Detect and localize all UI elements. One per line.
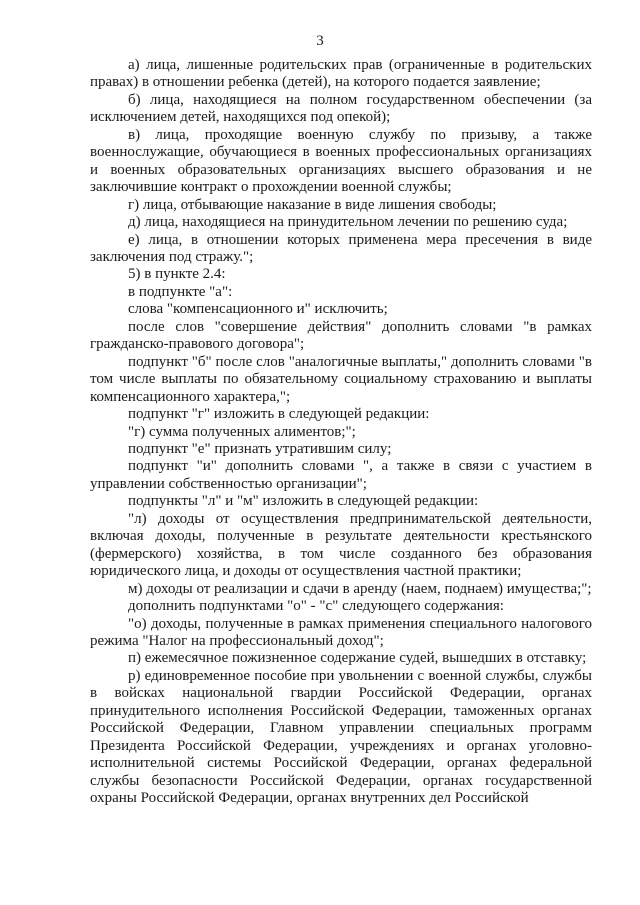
- paragraph-v-military-service: в) лица, проходящие военную службу по призыву, а также военнослужащие, обучающиеся в военных профессиональных организациях и военных образовательных организациях высшего образования и не заключившие контракт о прохождении военной службы;: [90, 126, 592, 196]
- paragraph-g-imprisonment: г) лица, отбывающие наказание в виде лишения свободы;: [128, 196, 497, 213]
- paragraph-add-civil-contract: после слов "совершение действия" дополнить словами "в рамках гражданско-правового договора";: [90, 318, 592, 353]
- paragraph-subitem-r: р) единовременное пособие при увольнении с военной службы, службы в войсках национальной гвардии Российской Федерации, органах принудительного исполнения Российской Федерации, таможенных органах Российской Федерации, Главном управлении специальных программ Президента Российской Федерации, учреждениях и органах уголовно-исполнительной системы Российской Федерации, органах федеральной службы безопасности Российской Федерации, органах государственной охраны Российской Федерации, органах внутренних дел Российской: [90, 667, 592, 807]
- paragraph-subitem-g-intro: подпункт "г" изложить в следующей редакции:: [128, 406, 430, 423]
- paragraph-add-subitems-intro: дополнить подпунктами "о" - "с" следующего содержания:: [128, 598, 504, 615]
- paragraph-d-compulsory-treatment: д) лица, находящиеся на принудительном лечении по решению суда;: [128, 214, 568, 231]
- paragraph-subitems-l-m-intro: подпункты "л" и "м" изложить в следующей редакции:: [128, 493, 479, 510]
- paragraph-subitem-a: в подпункте "а":: [128, 283, 233, 300]
- paragraph-b-full-state-support: б) лица, находящиеся на полном государственном обеспечении (за исключением детей, находящихся под опекой);: [90, 91, 592, 126]
- paragraph-item-5: 5) в пункте 2.4:: [128, 266, 226, 283]
- paragraph-subitem-m: м) доходы от реализации и сдачи в аренду (наем, поднаем) имущества;";: [128, 580, 592, 597]
- document-body: [90, 57, 592, 807]
- paragraph-subitem-l: "л) доходы от осуществления предпринимательской деятельности, включая доходы, полученные в результате деятельности крестьянского (фермерского) хозяйства, в том числе созданного без образования юридического лица, и доходы от осуществления частной практики;: [90, 510, 592, 580]
- paragraph-subitem-g-text: "г) сумма полученных алиментов;";: [128, 423, 356, 440]
- paragraph-subitem-i: подпункт "и" дополнить словами ", а также в связи с участием в управлении собственностью организации";: [90, 458, 592, 492]
- paragraph-a-deprived-parental-rights: а) лица, лишенные родительских прав (ограниченные в родительских правах) в отношении ребенка (детей), на которого подается заявление;: [90, 57, 592, 91]
- paragraph-subitem-e: подпункт "е" признать утратившим силу;: [128, 440, 392, 457]
- page-number: 3: [316, 33, 324, 49]
- paragraph-subitem-o: "о) доходы, полученные в рамках применения специального налогового режима "Налог на профессиональный доход";: [90, 615, 592, 649]
- paragraph-exclude-words: слова "компенсационного и" исключить;: [128, 301, 388, 318]
- paragraph-subitem-p: п) ежемесячное пожизненное содержание судей, вышедших в отставку;: [128, 650, 587, 667]
- paragraph-e-detention: е) лица, в отношении которых применена мера пресечения в виде заключения под стражу.";: [90, 231, 592, 265]
- paragraph-subitem-b: подпункт "б" после слов "аналогичные выплаты," дополнить словами "в том числе выплаты по обязательному социальному страхованию и выплаты компенсационного характера,";: [90, 353, 592, 405]
